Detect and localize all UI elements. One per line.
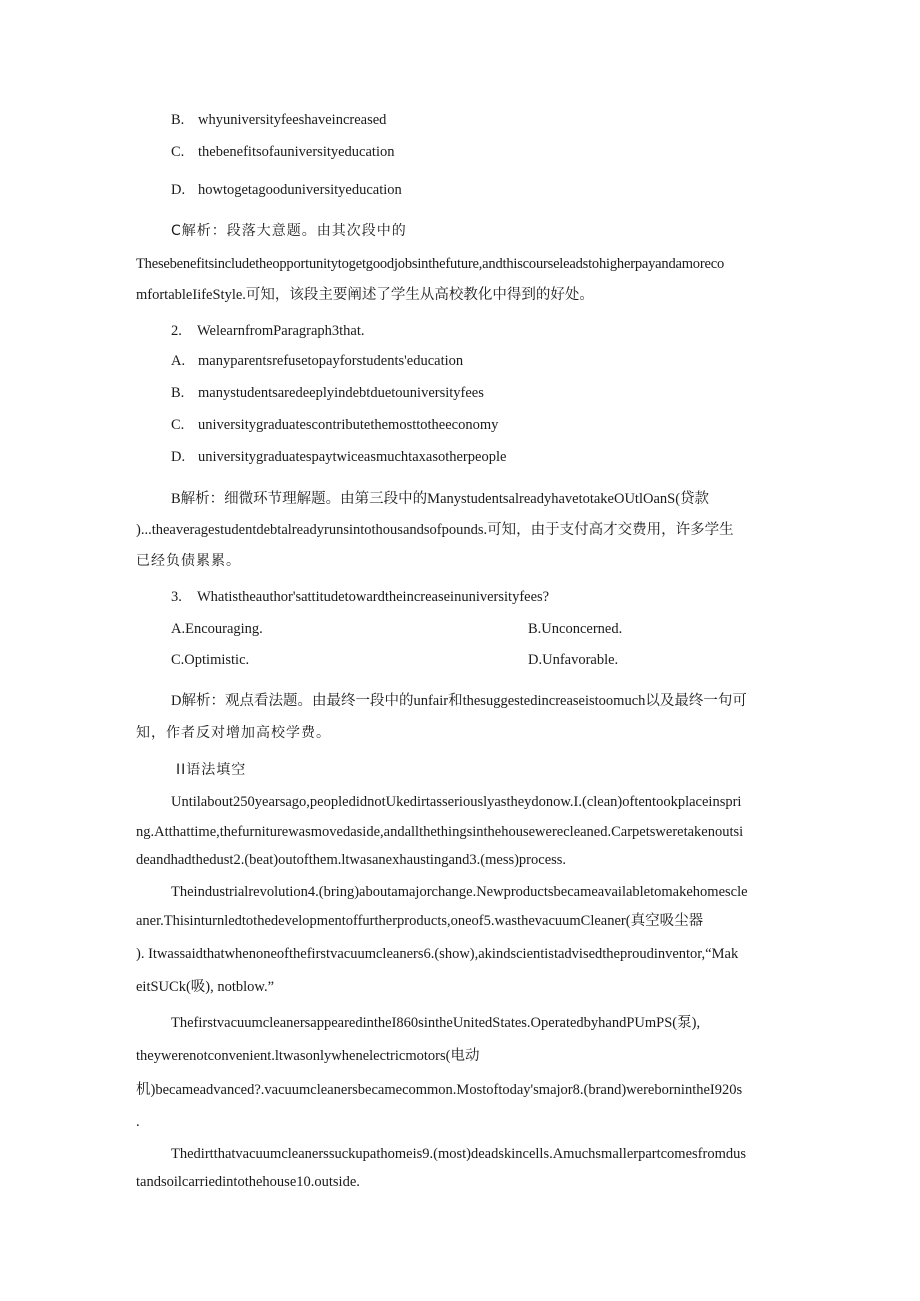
- passage-p2-line2: aner.Thisinturnledtothedevelopmentoffurtherproducts,oneof5.wasthevacuumCleaner(真空吸尘器: [136, 913, 704, 929]
- option-text: thebenefitsofauniversityeducation: [198, 144, 395, 160]
- passage-p3-line2: theywerenotconvenient.ltwasonlywhenelectricmotors(电动: [136, 1048, 480, 1064]
- option-text: whyuniversityfeeshaveincreased: [198, 112, 387, 128]
- passage-p2-line3: ). Itwassaidthatwhenoneofthefirstvacuumcleaners6.(show),akindscientistadvisedtheproudinventor,“Mak: [136, 946, 739, 962]
- q1-option-b: [171, 111, 386, 129]
- passage-p2-line1: Theindustrialrevolution4.(bring)aboutamajorchange.Newproductsbecameavailabletomakehomescle: [171, 884, 748, 900]
- option-text: howtogetagooduniversityeducation: [198, 182, 402, 198]
- q3-option-b: B.Unconcerned.: [528, 621, 623, 637]
- passage-p2-line4: eitSUCk(吸), notblow.”: [136, 979, 275, 995]
- option-letter: B.: [171, 385, 185, 401]
- option-text: universitygraduatespaytwiceasmuchtaxasotherpeople: [198, 449, 507, 465]
- section-heading: II语法填空: [176, 762, 247, 778]
- question-text: WelearnfromParagraph3that.: [197, 323, 365, 339]
- q1-analysis-line1: C解析：段落大意题。由其次段中的: [171, 223, 407, 239]
- passage-p4-line2: tandsoilcarriedintothehouse10.outside.: [136, 1174, 360, 1190]
- option-letter: C.: [171, 144, 185, 160]
- q2-analysis-line2: )...theaveragestudentdebtalreadyrunsintothousandsofpounds.可知，由于支付高才交费用，许多学生: [136, 522, 734, 538]
- q3-option-d: D.Unfavorable.: [528, 652, 619, 668]
- option-text: universitygraduatescontributethemosttotheeconomy: [198, 417, 499, 433]
- question-number: 2.: [171, 323, 182, 339]
- q2-option-a: [171, 352, 463, 370]
- q1-option-c: [171, 143, 395, 161]
- passage-p1-line3: deandhadthedust2.(beat)outofthem.ltwasanexhaustingand3.(mess)process.: [136, 852, 567, 868]
- option-letter: D.: [171, 449, 186, 465]
- q2-analysis-line1: B解析：细微环节理解题。由第三段中的ManystudentsalreadyhavetotakeOUtlOanS(贷款: [171, 491, 710, 507]
- passage-p1-line1: Untilabout250yearsago,peopledidnotUkedirtasseriouslyastheydonow.I.(clean)oftentookplaceinspri: [171, 794, 742, 810]
- passage-p1-line2: ng.Atthattime,thefurniturewasmovedaside,andallthethingsinthehousewerecleaned.Carpetsweretakenoutsi: [136, 824, 744, 840]
- question-text: Whatistheauthor'sattitudetowardtheincreaseinuniversityfees?: [197, 589, 550, 605]
- q3-option-a: A.Encouraging.: [171, 621, 263, 637]
- passage-p4-line1: Thedirtthatvacuumcleanerssuckupathomeis9.(most)deadskincells.Amuchsmallerpartcomesfromdus: [171, 1146, 746, 1162]
- q3-analysis-line2: 知，作者反对增加高校学费。: [136, 725, 331, 741]
- option-text: manyparentsrefusetopayforstudents'education: [198, 353, 464, 369]
- q2-option-c: [171, 416, 498, 434]
- q1-option-d: [171, 181, 402, 199]
- q1-analysis-line2: Thesebenefitsincludetheopportunitytogetgoodjobsinthefuture,andthiscourseleadstohigherpayandamoreco: [136, 256, 725, 272]
- option-letter: D.: [171, 182, 186, 198]
- q2-option-d: [171, 448, 506, 466]
- q3-analysis-line1: D解析：观点看法题。由最终一段中的unfair和thesuggestedincreaseistoomuch以及最终一句可: [171, 693, 747, 709]
- option-letter: A.: [171, 353, 186, 369]
- option-letter: C.: [171, 417, 185, 433]
- option-letter: B.: [171, 112, 185, 128]
- q2-stem: [171, 322, 365, 340]
- question-number: 3.: [171, 589, 182, 605]
- q3-stem: [171, 588, 549, 606]
- passage-p3-line3: 机)becameadvanced?.vacuumcleanersbecamecommon.Mostoftoday'smajor8.(brand)werebornintheI920s: [136, 1082, 743, 1098]
- q3-option-c: C.Optimistic.: [171, 652, 250, 668]
- passage-p3-line4: .: [136, 1114, 140, 1130]
- option-text: manystudentsaredeeplyindebtduetouniversityfees: [198, 385, 484, 401]
- passage-p3-line1: ThefirstvacuumcleanersappearedintheI860sintheUnitedStates.OperatedbyhandPUmPS(泵),: [171, 1015, 701, 1031]
- q1-analysis-line3: mfortableIifeStyle.可知，该段主要阐述了学生从高校教化中得到的好处。: [136, 287, 594, 303]
- q2-option-b: [171, 384, 484, 402]
- q2-analysis-line3: 已经负债累累。: [136, 553, 241, 569]
